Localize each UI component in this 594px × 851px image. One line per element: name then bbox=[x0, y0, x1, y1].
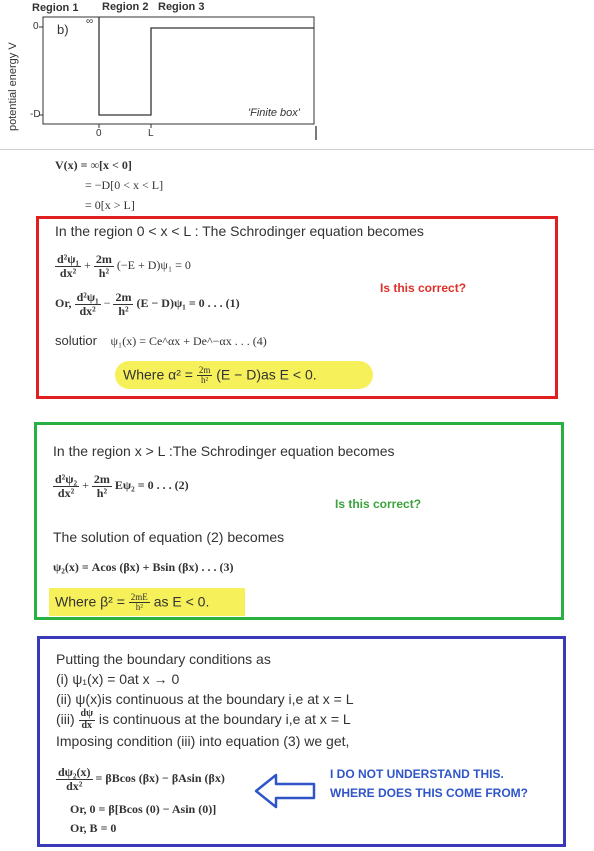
green-solution-eq: ψ₂(x) = Acos (βx) + Bsin (βx) . . . (3) bbox=[53, 560, 234, 574]
red-eq-2: Or, $\frac{\text{d²ψ₁}}{\text{dx²}}$ − $\frac{2m}{\text{h²}}$ (E − D)ψ₁ = 0 . . . (1) bbox=[55, 290, 240, 318]
red-eq2-tail: (E − D)ψ₁ = 0 . . . (1) bbox=[136, 295, 240, 310]
blue-line-4-pre: (iii) bbox=[56, 711, 75, 727]
region-1-label: Region 1 bbox=[32, 2, 79, 14]
red-where-den: h² bbox=[201, 375, 209, 386]
blue-line-4-tail: is continuous at the boundary i,e at x = L bbox=[98, 711, 351, 727]
red-solution-eq: ψ₁(x) = Ce^αx + De^−αx . . . (4) bbox=[110, 334, 267, 348]
finite-box-label: 'Finite box' bbox=[248, 107, 300, 119]
green-solution-heading: The solution of equation (2) becomes bbox=[53, 529, 285, 545]
blue-line-5: Imposing condition (iii) into equation (3) we get, bbox=[56, 733, 350, 750]
y-axis-label: potential energy V bbox=[7, 42, 19, 131]
red-eq-1: $\frac{\text{d²ψ₁}}{\text{dx²}}$ + $\frac{2m}{\text{h²}}$ (−E + D)ψ₁ = 0 bbox=[57, 252, 191, 280]
potential-line-3: = 0[x > L] bbox=[85, 198, 135, 212]
potential-line-1: V(x) = ∞[x < 0] bbox=[55, 158, 132, 172]
green-where-num: 2mE bbox=[130, 592, 148, 602]
green-where-tail: as E < 0. bbox=[153, 593, 210, 610]
red-where-tail: (E − D)as E < 0. bbox=[216, 366, 317, 383]
green-heading: In the region x > L :The Schrodinger equation becomes bbox=[53, 443, 395, 459]
red-eq1-tail: (−E + D)ψ₁ = 0 bbox=[116, 257, 191, 272]
blue-line-4-num: dψ bbox=[80, 708, 93, 720]
potential-line-2: = −D[0 < x < L] bbox=[85, 178, 164, 192]
red-eq1-num: d²ψ₁ bbox=[57, 252, 80, 266]
x-tick-0: 0 bbox=[96, 128, 102, 139]
blue-or-1: Or, 0 = β[Bcos (0) − Asin (0)] bbox=[70, 802, 217, 816]
red-eq1-den: dx² bbox=[59, 265, 77, 280]
blue-deriv-num: dψ₂(x) bbox=[58, 765, 91, 779]
blue-line-3: (ii) ψ(x)is continuous at the boundary i,e at x = L bbox=[56, 691, 354, 707]
blue-line-4 bbox=[56, 709, 354, 731]
red-eq2-den: dx² bbox=[79, 303, 96, 318]
y-tick-0: 0 bbox=[33, 21, 39, 32]
blue-line-4-den: dx bbox=[81, 719, 93, 731]
red-eq1-mid-den: h² bbox=[98, 265, 110, 280]
red-where-num: 2m bbox=[198, 365, 211, 375]
panel-label: b) bbox=[57, 22, 69, 37]
region-3-label: Region 3 bbox=[158, 1, 205, 13]
y-tick-minus-d: -D bbox=[30, 109, 41, 120]
infinity-label: ∞ bbox=[86, 16, 94, 27]
red-eq2-mid-den: h² bbox=[118, 303, 129, 318]
green-where-den: h² bbox=[135, 602, 143, 613]
green-eq-mid-num: 2m bbox=[93, 472, 110, 486]
green-eq-num: d²ψ₂ bbox=[55, 472, 78, 486]
red-eq2-mid-num: 2m bbox=[115, 290, 132, 304]
blue-deriv-den: dx² bbox=[66, 778, 83, 793]
red-where-text: Where α² = bbox=[123, 366, 193, 383]
blue-text bbox=[56, 649, 354, 751]
potential-definition bbox=[55, 155, 163, 215]
blue-note: I DO NOT UNDERSTAND THIS. WHERE DOES THIS COME FROM? bbox=[330, 767, 528, 800]
red-eq2-num: d²ψ₁ bbox=[76, 290, 99, 304]
green-eq: $\frac{\text{d²ψ₂}}{\text{dx²}}$ + $\frac{2m}{\text{h²}}$ Eψ₂ = 0 . . . (2) bbox=[55, 472, 189, 500]
red-highlight bbox=[115, 361, 373, 389]
boundary-conditions-box bbox=[37, 636, 566, 847]
red-note: Is this correct? bbox=[380, 281, 467, 295]
left-arrow-icon bbox=[254, 771, 318, 811]
green-eq-mid-den: h² bbox=[96, 485, 108, 500]
blue-line-2: (i) ψ₁(x) = 0at x → 0 bbox=[56, 671, 180, 687]
x-tick-l: L bbox=[148, 128, 154, 139]
divider bbox=[0, 149, 594, 150]
region-2-label: Region 2 bbox=[102, 1, 149, 13]
green-highlight bbox=[49, 588, 245, 616]
blue-or-2: Or, B = 0 bbox=[70, 821, 117, 835]
red-solution-label: solutior bbox=[55, 333, 97, 348]
green-where bbox=[55, 593, 209, 613]
green-where-text: Where β² = bbox=[55, 593, 125, 610]
green-note: Is this correct? bbox=[335, 497, 422, 511]
region-inside-box bbox=[36, 216, 558, 399]
red-where bbox=[123, 366, 317, 386]
blue-line-1: Putting the boundary conditions as bbox=[56, 651, 271, 667]
region-outside-box bbox=[34, 422, 564, 620]
potential-diagram bbox=[0, 0, 594, 145]
green-eq-tail: Eψ₂ = 0 . . . (2) bbox=[114, 477, 189, 492]
red-solution bbox=[55, 333, 267, 349]
red-eq1-mid-num: 2m bbox=[95, 252, 112, 266]
red-heading: In the region 0 < x < L : The Schrodinger equation becomes bbox=[55, 223, 424, 239]
red-eq2-or: Or, bbox=[55, 295, 72, 310]
blue-deriv-tail: = βBcos (βx) − βAsin (βx) bbox=[95, 770, 225, 785]
green-eq-den: dx² bbox=[57, 485, 75, 500]
blue-deriv bbox=[56, 766, 225, 792]
